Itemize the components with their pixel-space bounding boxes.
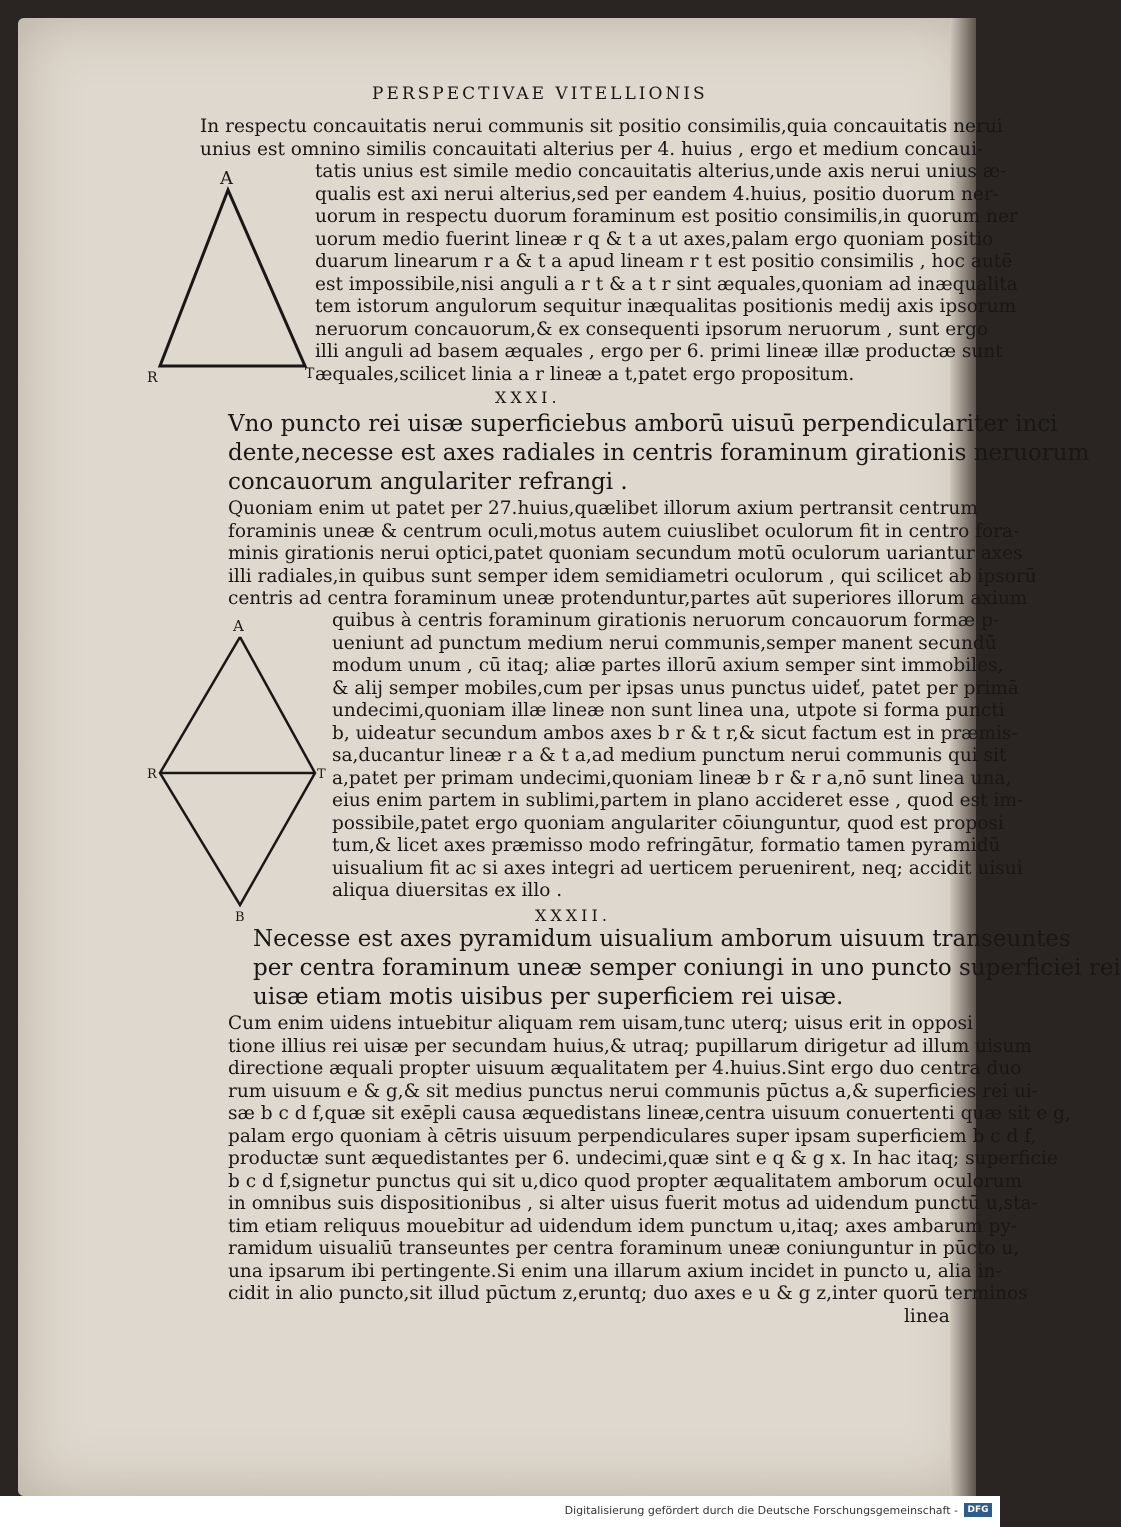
text-line: cidit in alio puncto,sit illud pūctum z,eruntq; duo axes e u & g z,inter quorū terminos xyxy=(228,1283,1028,1304)
proposition-32-proof xyxy=(228,1013,1071,1306)
proposition-32-statement xyxy=(253,925,1121,1012)
text-line: unius est omnino similis concauitati alterius per 4. huius , ergo et medium concaui- xyxy=(200,138,984,160)
text-line: uorum medio fuerint lineæ r q & t a ut axes,palam ergo quoniam positio xyxy=(315,228,994,250)
text-line: a,patet per primam undecimi,quoniam lineæ b r & r a,nō sunt linea una, xyxy=(332,767,1012,789)
text-block-1-side xyxy=(315,161,1018,386)
figure-rhombus xyxy=(145,615,335,925)
text-line: productæ sunt æquedistantes per 6. undecimi,quæ sint e q & g x. In hac itaq; superficie xyxy=(228,1148,1058,1169)
footer-bar xyxy=(0,1496,1000,1527)
label-a: A xyxy=(233,617,244,635)
text-line: palam ergo quoniam à cētris uisuum perpendiculares super ipsam superficiem b c d f, xyxy=(228,1125,1037,1147)
rhombus-shape xyxy=(160,637,315,905)
text-line: illi anguli ad basem æquales , ergo per 6. primi lineæ illæ productæ sunt xyxy=(315,341,1003,362)
proposition-number-32: XXXII. xyxy=(535,906,611,925)
text-line: tatis unius est simile medio concauitatis alterius,unde axis nerui unius æ- xyxy=(315,161,1007,182)
text-line: quibus à centris foraminum girationis neruorum concauorum formæ p- xyxy=(332,610,1000,631)
text-line: ueniunt ad punctum medium nerui communis,semper manent secundū xyxy=(332,632,997,654)
text-line: Cum enim uidens intuebitur aliquam rem uisam,tunc uterq; uisus erit in opposi xyxy=(228,1013,973,1034)
text-line: per centra foraminum uneæ semper coniungi in uno puncto superficiei rei xyxy=(253,955,1121,981)
text-line: una ipsarum ibi pertingente.Si enim una illarum axium incidet in puncto u, alia in- xyxy=(228,1260,1002,1282)
proposition-number-31: XXXI. xyxy=(495,388,561,407)
text-line: possibile,patet ergo quoniam angulariter cōiunguntur, quod est proposi xyxy=(332,812,1004,834)
text-block-1-top xyxy=(200,116,1003,161)
text-line: concauorum angulariter refrangi . xyxy=(228,469,628,495)
text-line: rum uisuum e & g,& sit medius punctus nerui communis pūctus a,& superficies rei ui- xyxy=(228,1080,1038,1102)
text-line: tum,& licet axes præmisso modo refringātur, formatio tamen pyramidū xyxy=(332,835,1001,856)
text-line: undecimi,quoniam illæ lineæ non sunt linea una, utpote si forma puncti xyxy=(332,700,1005,721)
text-line: dente,necesse est axes radiales in centris foraminum girationis neruorum xyxy=(228,440,1090,466)
text-line: minis girationis nerui optici,patet quoniam secundum motū oculorum uariantur axes xyxy=(228,543,1023,564)
label-r: R xyxy=(147,767,157,782)
text-line: In respectu concauitatis nerui communis sit positio consimilis,quia concauitatis nerui xyxy=(200,116,1003,137)
label-t: T xyxy=(317,767,326,782)
dfg-logo-icon[interactable]: DFG xyxy=(964,1503,992,1517)
text-line: b c d f,signetur punctus qui sit u,dico quod propter æqualitatem amborum oculorum xyxy=(228,1170,1023,1192)
text-line: tione illius rei uisæ per secundam huius,& utraq; pupillarum dirigetur ad illum uisum xyxy=(228,1035,1032,1057)
label-t: T xyxy=(305,366,315,382)
text-line: b, uideatur secundum ambos axes b r & t r,& sicut factum est in præmis- xyxy=(332,722,1018,744)
triangle-shape xyxy=(160,190,305,366)
text-line: & alij semper mobiles,cum per ipsas unus punctus uideť, patet per primā xyxy=(332,677,1019,699)
label-a: A xyxy=(220,168,233,189)
text-line: foraminis uneæ & centrum oculi,motus autem cuiuslibet oculorum fit in centro fora- xyxy=(228,520,1020,542)
text-line: uorum in respectu duorum foraminum est positio consimilis,in quorum ner xyxy=(315,206,1018,227)
funding-note: Digitalisierung gefördert durch die Deutsche Forschungsgemeinschaft - xyxy=(564,1504,958,1517)
text-line: tem istorum angulorum sequitur inæqualitas positionis medij axis ipsorum xyxy=(315,296,1017,317)
text-line: uisæ etiam motis uisibus per superficiem rei uisæ. xyxy=(253,984,844,1010)
text-line: directione æquali propter uisuum æqualitatem per 4.huius.Sint ergo duo centra duo xyxy=(228,1058,1022,1079)
label-b: B xyxy=(235,910,245,925)
text-line: centris ad centra foraminum uneæ protenduntur,partes aūt superiores illorum axium xyxy=(228,588,1028,609)
label-r: R xyxy=(147,370,158,386)
text-line: sæ b c d f,quæ sit exēpli causa æquedistans lineæ,centra uisuum conuertenti quæ sit e g, xyxy=(228,1103,1071,1124)
proposition-31-proof-top xyxy=(228,498,1037,611)
text-line: est impossibile,nisi anguli a r t & a t r sint æquales,quoniam ad inæqualita xyxy=(315,273,1018,295)
text-line: Quoniam enim ut patet per 27.huius,quælibet illorum axium pertransit centrum xyxy=(228,498,978,519)
text-line: modum unum , cū itaq; aliæ partes illorū axium semper sint immobiles, xyxy=(332,655,1004,676)
text-line: duarum linearum r a & t a apud lineam r t est positio consimilis , hoc autē xyxy=(315,251,1013,272)
text-line: in omnibus suis dispositionibus , si alter uisus fuerit motus ad uidendum punctū u,sta- xyxy=(228,1193,1038,1214)
text-line: illi radiales,in quibus sunt semper idem semidiametri oculorum , qui scilicet ab ipsorū xyxy=(228,565,1037,587)
text-line: qualis est axi nerui alterius,sed per eandem 4.huius, positio duorum ner- xyxy=(315,183,999,205)
text-line: aliqua diuersitas ex illo . xyxy=(332,880,563,901)
text-line: æquales,scilicet linia a r lineæ a t,patet ergo propositum. xyxy=(315,363,855,385)
catchword: linea xyxy=(904,1306,950,1327)
text-line: sa,ducantur lineæ r a & t a,ad medium punctum nerui communis qui sit xyxy=(332,745,1007,766)
text-line: neruorum concauorum,& ex consequenti ipsorum neruorum , sunt ergo xyxy=(315,318,988,340)
text-line: ramidum uisualiū transeuntes per centra foraminum uneæ coniunguntur in pūcto u, xyxy=(228,1238,1020,1259)
proposition-31-statement xyxy=(228,410,1089,497)
figure-triangle xyxy=(145,160,320,390)
text-line: eius enim partem in sublimi,partem in plano accideret esse , quod est im- xyxy=(332,790,1024,811)
running-title: PERSPECTIVAE VITELLIONIS xyxy=(372,84,708,104)
proposition-31-proof-side xyxy=(332,610,1023,903)
text-line: uisualium fit ac si axes integri ad uerticem peruenirent, neq; accidit uisui xyxy=(332,857,1023,879)
text-line: Vno puncto rei uisæ superficiebus amborū uisuū perpendiculariter inci xyxy=(228,411,1058,437)
text-line: tim etiam reliquus mouebitur ad uidendum idem punctum u,itaq; axes ambarum py- xyxy=(228,1215,1018,1237)
text-line: Necesse est axes pyramidum uisualium amborum uisuum transeuntes xyxy=(253,926,1071,952)
